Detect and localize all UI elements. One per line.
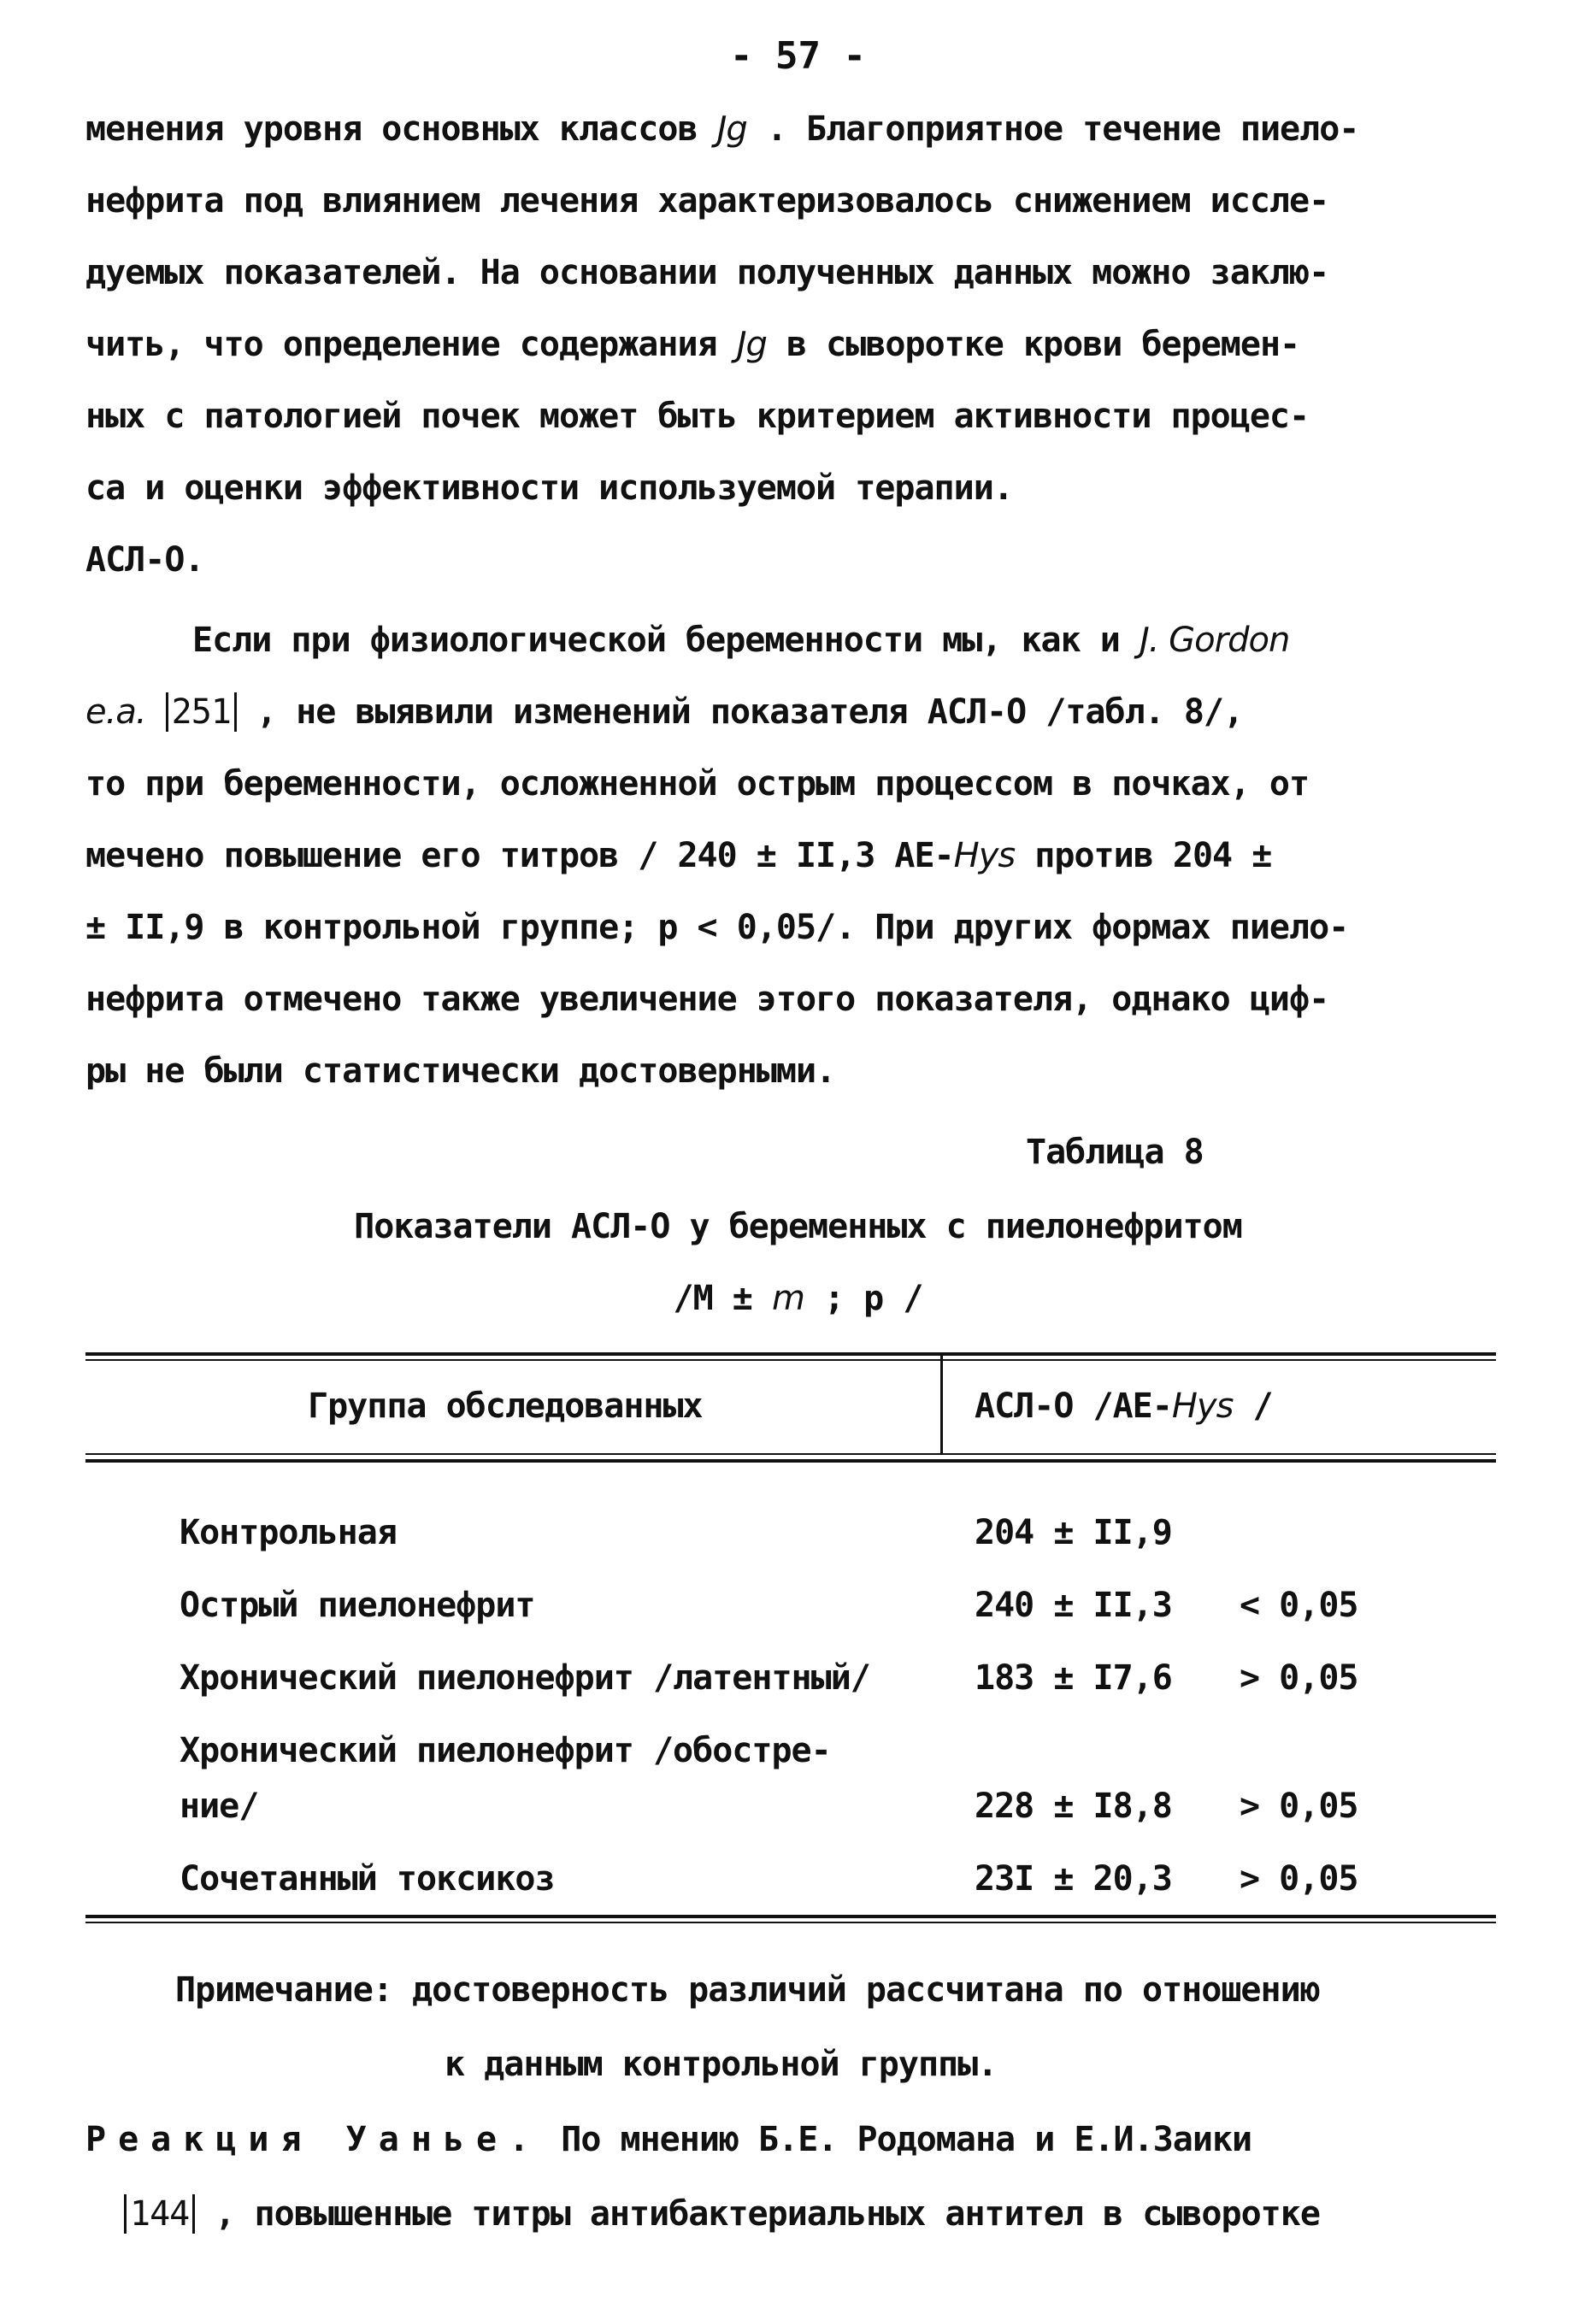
paragraph-line: нефрита под влиянием лечения характеризовалось снижением иссле- bbox=[85, 181, 1329, 221]
unit-hys: Hys bbox=[953, 836, 1016, 875]
text-fragment: менения уровня основных классов bbox=[85, 109, 717, 149]
paragraph-line: ± II,9 в контрольной группе; р < 0,05/. При других формах пиело- bbox=[85, 908, 1349, 947]
paragraph-line bbox=[85, 325, 1299, 364]
paragraph-line bbox=[85, 836, 1271, 875]
table-row-p: > 0,05 bbox=[1240, 1787, 1358, 1826]
table-top-rule-inner bbox=[85, 1359, 1496, 1361]
text-fragment: / bbox=[1233, 1387, 1273, 1426]
unit-hys: Hys bbox=[1171, 1387, 1234, 1426]
paragraph-line: нефрита отмечено также увеличение этого показателя, однако циф- bbox=[85, 980, 1329, 1019]
paragraph-line bbox=[85, 692, 1243, 732]
text-fragment: /М ± bbox=[673, 1279, 772, 1318]
paragraph-line: са и оценки эффективности используемой терапии. bbox=[85, 468, 1013, 508]
header-column-divider bbox=[940, 1355, 943, 1453]
text-fragment: чить, что определение содержания bbox=[85, 325, 737, 364]
paragraph-line: ных с патологией почек может быть критерием активности процес- bbox=[85, 397, 1310, 436]
formula-m: m bbox=[771, 1279, 804, 1318]
header-bottom-rule-thick bbox=[85, 1459, 1496, 1463]
text-fragment: в сыворотке крови беремен- bbox=[766, 325, 1300, 364]
table-row-value: 23I ± 20,3 bbox=[975, 1859, 1172, 1899]
table-note-continuation: к данным контрольной группы. bbox=[445, 2045, 998, 2084]
text-fragment: ; р / bbox=[804, 1279, 923, 1318]
table-title: Показатели АСЛ-О у беременных с пиелонефритом bbox=[354, 1207, 1242, 1246]
text-fragment: , не выявили изменений показателя АСЛ-О /табл. 8/, bbox=[236, 692, 1244, 732]
table-top-rule bbox=[85, 1352, 1496, 1356]
paragraph-line: ры не были статистически достоверными. bbox=[85, 1051, 836, 1091]
table-note: Примечание: достоверность различий рассчитана по отношению bbox=[175, 1970, 1320, 2010]
paragraph-line bbox=[85, 109, 1358, 149]
table-row-value: 228 ± I8,8 bbox=[975, 1787, 1172, 1826]
text-fragment: . Благоприятное течение пиело- bbox=[746, 109, 1359, 149]
table-label: Таблица 8 bbox=[1026, 1133, 1204, 1172]
table-row-group: Хронический пиелонефрит /обостре- bbox=[180, 1731, 831, 1770]
text-fragment: По мнению Б.Е. Родомана и Е.И.Заики bbox=[541, 2120, 1252, 2159]
section-run-in-heading: Реакция Уанье. bbox=[85, 2120, 542, 2159]
header-bottom-rule bbox=[85, 1453, 1496, 1455]
paragraph-line: то при беременности, осложненной острым процессом в почках, от bbox=[85, 764, 1310, 804]
citation-ref: 144 bbox=[124, 2194, 195, 2234]
author-etal: e.a. bbox=[85, 692, 146, 732]
table-row-p: > 0,05 bbox=[1240, 1859, 1358, 1899]
text-fragment: против 204 ± bbox=[1015, 836, 1272, 875]
table-row-group-continuation: ние/ bbox=[180, 1787, 259, 1826]
citation-ref: 251 bbox=[166, 692, 237, 732]
formula-jg: Jg bbox=[736, 325, 767, 364]
table-row-value: 240 ± II,3 bbox=[975, 1586, 1172, 1625]
table-subtitle bbox=[0, 1279, 1596, 1318]
paragraph-line: дуемых показателей. На основании полученных данных можно заклю- bbox=[85, 253, 1329, 292]
table-row-p: < 0,05 bbox=[1240, 1586, 1358, 1625]
table-row-group: Сочетанный токсикоз bbox=[180, 1859, 555, 1899]
formula-jg: Jg bbox=[716, 109, 747, 149]
table-row-value: 183 ± I7,6 bbox=[975, 1658, 1172, 1698]
table-row-group: Контрольная bbox=[180, 1513, 397, 1552]
table-row-p: > 0,05 bbox=[1240, 1658, 1358, 1698]
text-fragment: , повышенные титры антибактериальных антител в сыворотке bbox=[195, 2194, 1320, 2234]
header-group: Группа обследованных bbox=[308, 1387, 703, 1426]
paragraph-line bbox=[124, 2194, 1320, 2234]
table-row-value: 204 ± II,9 bbox=[975, 1513, 1172, 1552]
section-heading: АСЛ-О. bbox=[85, 540, 204, 580]
table-row-group: Острый пиелонефрит bbox=[180, 1586, 535, 1625]
header-value bbox=[975, 1387, 1273, 1426]
text-fragment: Если при физиологической беременности мы, как и bbox=[192, 621, 1140, 660]
text-fragment: мечено повышение его титров / 240 ± II,3 АЕ- bbox=[85, 836, 954, 875]
table-row-group: Хронический пиелонефрит /латентный/ bbox=[180, 1658, 870, 1698]
page-number: - 57 - bbox=[730, 34, 866, 78]
table-bottom-rule bbox=[85, 1915, 1496, 1918]
paragraph-line bbox=[192, 621, 1289, 660]
table-bottom-rule-inner bbox=[85, 1922, 1496, 1923]
author-name: J. Gordon bbox=[1139, 621, 1290, 660]
text-fragment: АСЛ-О /АЕ- bbox=[975, 1387, 1172, 1426]
paragraph-line bbox=[85, 2120, 1251, 2159]
